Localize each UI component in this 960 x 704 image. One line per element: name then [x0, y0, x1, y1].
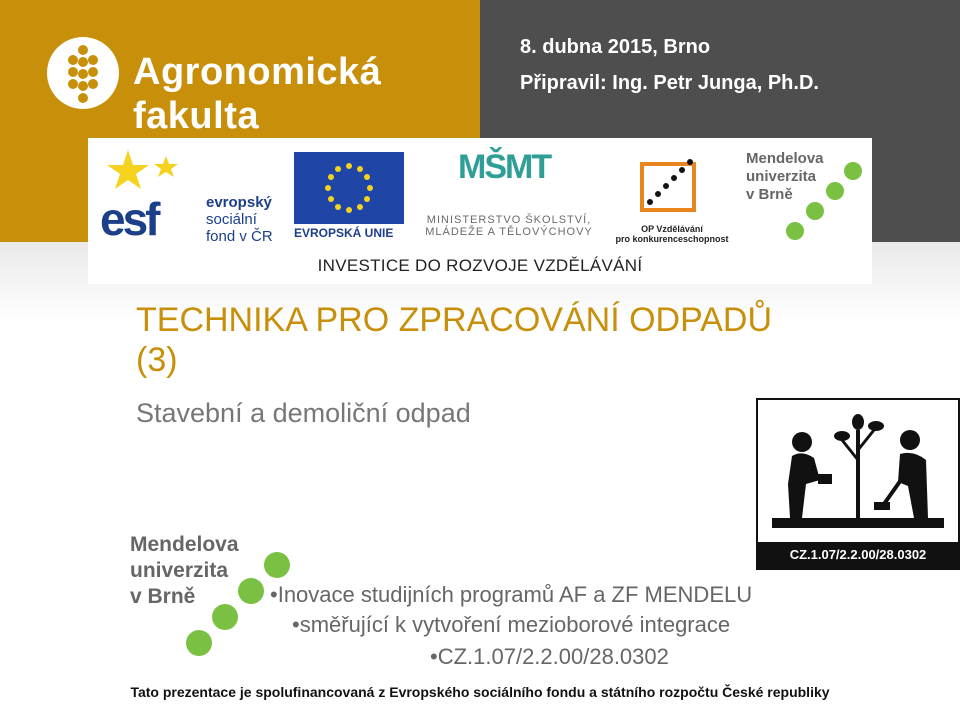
mendelu-top-dot-icon — [786, 222, 804, 240]
investice-slogan: INVESTICE DO ROZVOJE VZDĚLÁVÁNÍ — [317, 256, 643, 275]
esf-label-line2: sociální — [206, 211, 257, 228]
mendelu-top-dot-icon — [844, 162, 862, 180]
eu-flag-icon — [294, 152, 404, 224]
project-stamp — [756, 398, 960, 570]
slide-subtitle: Stavební a demoliční odpad — [136, 398, 471, 428]
mendelu-top-line1: Mendelova — [746, 150, 824, 167]
op-vzdelavani-label — [610, 224, 734, 244]
slide-title-line1: TECHNIKA PRO ZPRACOVÁNÍ ODPADŮ — [136, 301, 773, 339]
op-label-line1: OP Vzdělávání — [641, 224, 703, 234]
bullet-project-code: •CZ.1.07/2.2.00/28.0302 — [430, 644, 669, 669]
presentation-date: 8. dubna 2015, Brno — [520, 36, 711, 58]
op-vzdelavani-icon — [636, 150, 706, 220]
mendelu-bottom-dot-icon — [238, 578, 264, 604]
presentation-author: Připravil: Ing. Petr Junga, Ph.D. — [520, 72, 819, 94]
mendelu-bottom-dot-icon — [186, 630, 212, 656]
msmt-logo-mark: MŠMT — [458, 148, 551, 186]
esf-label-line3: fond v ČR — [206, 228, 273, 245]
faculty-name — [133, 50, 381, 138]
eu-label: EVROPSKÁ UNIE — [294, 226, 394, 240]
stamp-project-code: CZ.1.07/2.2.00/28.0302 — [758, 542, 958, 568]
mendelu-top-line2: univerzita — [746, 168, 817, 185]
mendelu-bottom-dot-icon — [264, 552, 290, 578]
msmt-label-line1: MINISTERSTVO ŠKOLSTVÍ, — [426, 214, 592, 226]
af-logo-icon — [46, 36, 120, 110]
bullet-project-name: •Inovace studijních programů AF a ZF MENDELU — [270, 582, 753, 607]
mendelu-top-line3: v Brně — [746, 186, 793, 203]
mendelu-logo-bottom — [130, 532, 239, 610]
partner-logos-strip — [88, 138, 872, 284]
mendelu-bottom-dot-icon — [212, 604, 238, 630]
slide-title — [136, 300, 856, 380]
faculty-name-line1: Agronomická — [133, 51, 382, 93]
mendelu-bottom-line3: v Brně — [130, 585, 196, 608]
mendelu-top-dot-icon — [826, 182, 844, 200]
planting-people-icon — [758, 400, 958, 542]
op-label-line2: pro konkurenceschopnost — [615, 234, 729, 244]
esf-label-line1: evropský — [206, 194, 272, 211]
bullet-project-goal: •směřující k vytvoření mezioborové integrace — [292, 612, 731, 637]
mendelu-bottom-line1: Mendelova — [130, 533, 239, 556]
esf-stars-icon — [98, 148, 188, 198]
msmt-label — [414, 214, 604, 238]
faculty-name-line2: fakulta — [133, 95, 259, 137]
mendelu-bottom-line2: univerzita — [130, 559, 229, 582]
esf-label — [206, 194, 273, 245]
msmt-label-line2: MLÁDEŽE A TĚLOVÝCHOVY — [425, 226, 593, 238]
mendelu-top-dot-icon — [806, 202, 824, 220]
footer-funding-note: Tato prezentace je spolufinancovaná z Evropského sociálního fondu a státního rozpočtu České republiky — [0, 680, 960, 704]
slide-title-line2: (3) — [136, 341, 178, 379]
esf-logo-text: esf — [100, 193, 158, 245]
mendelu-logo-top — [746, 150, 824, 204]
